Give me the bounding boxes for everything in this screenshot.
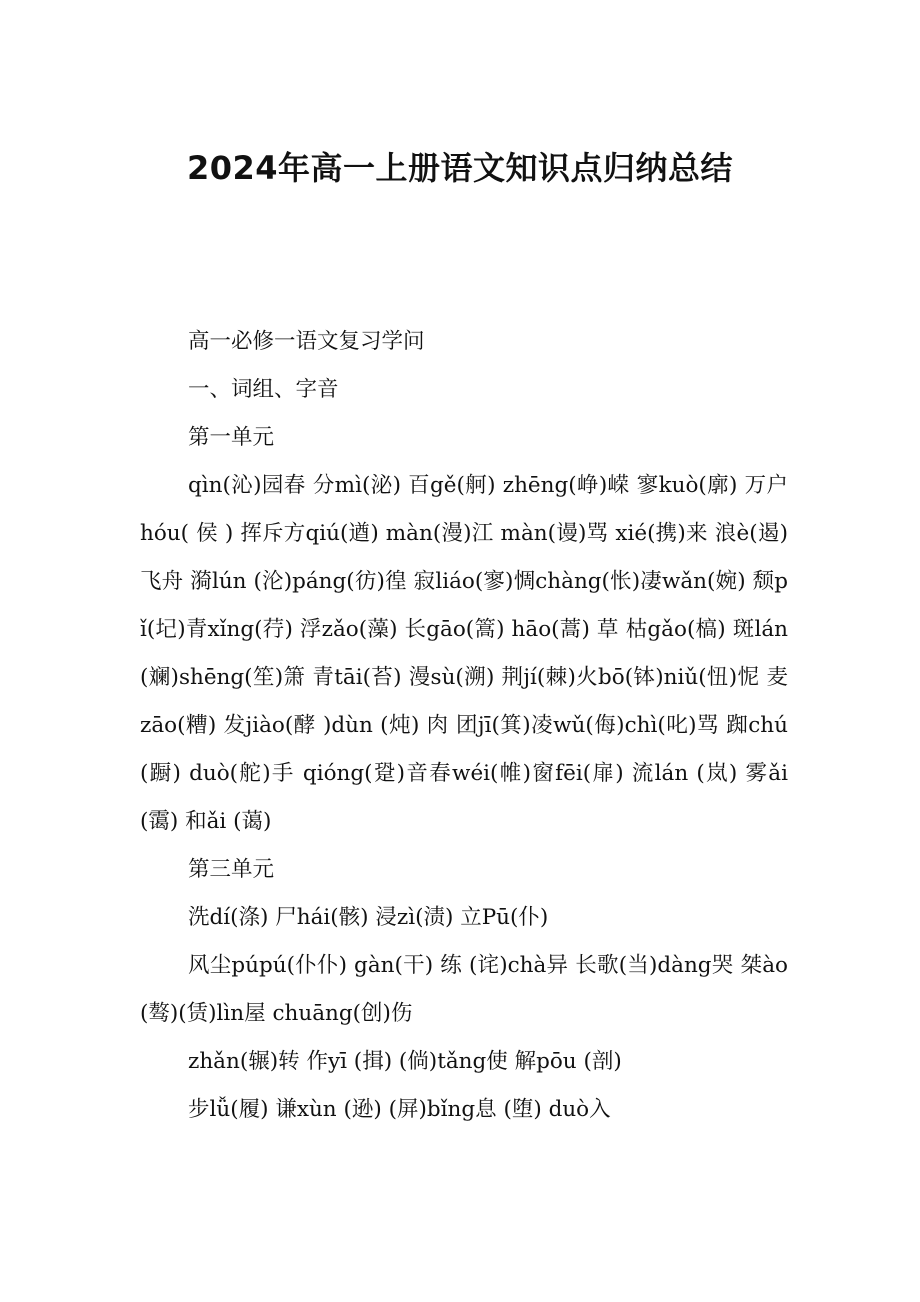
page-title: 2024年高一上册语文知识点归纳总结: [186, 149, 734, 187]
document-body: [140, 318, 788, 1134]
vocabulary-paragraph: 洗dí(涤) 尸hái(骸) 浸zì(渍) 立Pū(仆): [188, 905, 549, 930]
vocabulary-paragraph: 风尘púpú(仆仆) gàn(干) 练 (诧)chà异 长歌(当)dàng哭 桀ào (骜)(赁)lìn屋 chuāng(创)伤: [140, 953, 788, 1026]
vocabulary-paragraph: qìn(沁)园春 分mì(泌) 百gě(舸) zhēng(峥)嵘 寥kuò(廓) 万户hóu( 侯 ) 挥斥方qiú(遒) màn(漫)江 màn(谩)骂 xié(携)来 浪è(遏)飞舟 漪lún (沦)páng(彷)徨 寂liáo(寥)惆chàng(怅)凄wǎn(婉) 颓pǐ(圮)青xǐng(荇) 浮zǎo(藻) 长gāo(篙) hāo(蒿) 草 枯gǎo(槁) 斑lán(斓)shēng(笙)箫 青tāi(苔) 漫sù(溯) 荆jí(棘)火bō(钵)niǔ(忸)怩 麦zāo(糟) 发jiào(酵 )dùn (炖) 肉 团jī(箕)凌wǔ(侮)chì(叱)骂 踟chú(蹰) duò(舵)手 qióng(跫)音春wéi(帷)窗fēi(扉) 流lán (岚) 雾ǎi(霭) 和ǎi (蔼): [140, 473, 788, 834]
vocabulary-paragraph: 步lǚ(履) 谦xùn (逊) (屏)bǐng息 (堕) duò入: [188, 1097, 611, 1122]
section-heading: 高一必修一语文复习学问: [188, 329, 425, 354]
vocabulary-paragraph: zhǎn(辗)转 作yī (揖) (倘)tǎng使 解pōu (剖): [188, 1049, 622, 1074]
subsection-heading: 一、词组、字音: [188, 377, 339, 402]
unit-heading: 第三单元: [188, 857, 275, 882]
unit-heading: 第一单元: [188, 425, 275, 450]
